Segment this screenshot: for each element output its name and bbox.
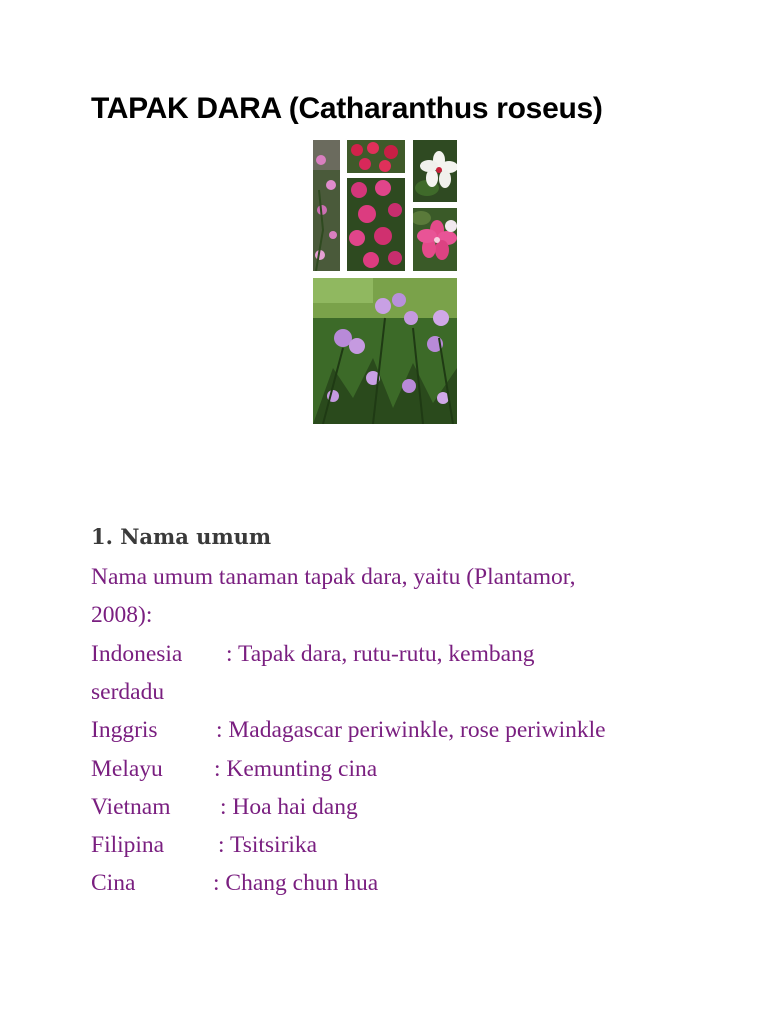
section-heading: 1. Nama umum bbox=[91, 524, 272, 549]
name-value: : Madagascar periwinkle, rose periwinkle bbox=[216, 717, 606, 743]
name-row-indonesia-continuation: serdadu bbox=[91, 679, 165, 705]
name-value: : Tsitsirika bbox=[218, 832, 318, 858]
photo-periwinkle-bush bbox=[313, 278, 457, 424]
name-label: Filipina bbox=[91, 832, 165, 858]
name-value: : Tapak dara, rutu-rutu, kembang bbox=[226, 641, 535, 667]
photo-red-periwinkle bbox=[347, 140, 405, 173]
photo-white-periwinkle bbox=[413, 140, 457, 202]
name-value: : Hoa hai dang bbox=[220, 794, 358, 820]
photo-periwinkle-stems bbox=[313, 140, 340, 271]
intro-text-line-2: 2008): bbox=[91, 602, 153, 628]
name-label: Indonesia bbox=[91, 641, 183, 667]
intro-text-line-1: Nama umum tanaman tapak dara, yaitu (Plantamor, bbox=[91, 564, 576, 590]
page-title: TAPAK DARA (Catharanthus roseus) bbox=[91, 92, 603, 125]
name-value: : Kemunting cina bbox=[214, 756, 378, 782]
name-value: : Chang chun hua bbox=[213, 870, 379, 896]
name-label: Cina bbox=[91, 870, 136, 896]
photo-pink-cluster bbox=[347, 178, 405, 271]
name-label: Melayu bbox=[91, 756, 163, 782]
photo-pink-single bbox=[413, 208, 457, 271]
name-label: Vietnam bbox=[91, 794, 171, 820]
name-label: Inggris bbox=[91, 717, 158, 743]
